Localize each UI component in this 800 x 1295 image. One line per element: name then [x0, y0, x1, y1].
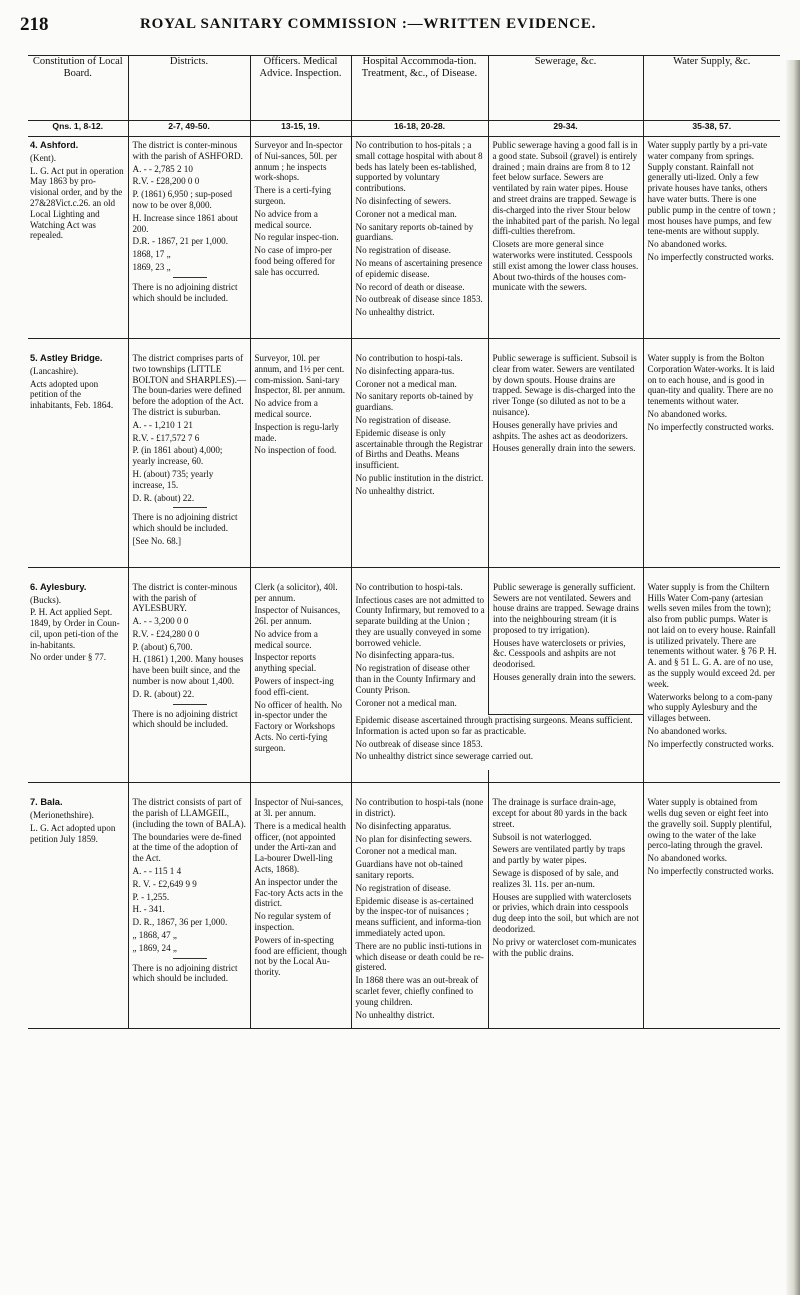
separator-rule [173, 507, 207, 508]
officers-cell [250, 794, 351, 1029]
cell-paragraph: There is a certi-fying surgeon. [254, 185, 332, 206]
row-divider [28, 326, 780, 339]
cell-paragraph: Coroner not a medical man. [355, 846, 457, 857]
cell-paragraph: Inspector of Nuisances, 26l. per annum. [254, 605, 341, 627]
row-divider [28, 555, 780, 568]
cell-paragraph: No abandoned works. [647, 853, 728, 864]
cell-paragraph: An inspector under the Fac-tory Acts acts in the district. [254, 876, 343, 909]
cell-paragraph: Acts adopted upon petition of the inhabitants, Feb. 1864. [30, 378, 114, 411]
column-header: Sewerage, &c. [488, 56, 643, 121]
hospital-cell [351, 137, 488, 326]
cell-paragraph: There are no public insti-tutions in which disease or death could be re-gistered. [355, 940, 484, 973]
column-header-row [28, 56, 780, 121]
question-ref: 13-15, 19. [250, 121, 351, 137]
question-ref: 35-38, 57. [643, 121, 780, 137]
cell-paragraph: H. (1861) 1,200. Many houses have been built since, and the number is now about 1,400. [132, 654, 244, 687]
cell-paragraph: H. (about) 735; yearly increase, 15. [132, 468, 214, 490]
cell-paragraph: D. R., 1867, 36 per 1,000. [132, 917, 228, 928]
hospital-cell [352, 579, 489, 715]
cell-paragraph: A. - - 1,210 1 21 [132, 419, 193, 430]
cell-paragraph: No contribution to hospi-tals (none in district). [355, 797, 484, 818]
sewerage-cell [488, 137, 643, 326]
cell-paragraph: Infectious cases are not admitted to County Infirmary, but removed to a separate building at the Union ; they are usually conveyed in some borrowed vehicle. [355, 594, 485, 648]
cell-paragraph: There is no adjoining district which should be included. [132, 281, 238, 303]
cell-paragraph: There is no adjoining district which should be included. [132, 962, 238, 984]
cell-paragraph: Surveyor and In-spector of Nui-sances, 50l. per annum ; he inspects work-shops. [254, 140, 343, 183]
cell-paragraph: The district consists of part of the parish of LLAMGEIL, (including the town of BALA). [132, 797, 246, 829]
cell-paragraph: No outbreak of disease since 1853. [355, 738, 483, 749]
page-edge-shadow [786, 60, 800, 1295]
cell-paragraph: P. (about) 6,700. [132, 641, 193, 652]
question-ref: 2-7, 49-50. [128, 121, 250, 137]
districts-cell [128, 350, 250, 555]
cell-paragraph: No inspection of food. [254, 445, 337, 456]
districts-cell [128, 579, 250, 770]
districts-cell [128, 137, 250, 326]
cell-paragraph: There is no adjoining district which should be included. [132, 512, 238, 534]
water-cell [643, 794, 780, 1029]
page-number: 218 [20, 14, 49, 35]
cell-paragraph: Water supply is from the Bolton Corporation Water-works. It is laid on to each house, and is good in quan-tity and quality. There are no tenements without water. [647, 352, 775, 407]
cell-paragraph: Public sewerage is generally sufficient. Sewers are not ventilated. Sewers and house drains are trapped. Sewage drains into the neighbouring stream (it is proposed to try irrigation). [493, 581, 639, 635]
hospital-cell [351, 794, 488, 1029]
running-head: ROYAL SANITARY COMMISSION :—WRITTEN EVIDENCE. [140, 16, 597, 32]
cell-paragraph: Coroner not a medical man. [355, 378, 457, 389]
cell-paragraph: No disinfecting appara-tus. [355, 650, 455, 661]
cell-paragraph: There is a medical health officer, (not appointed under the Arti-zan and La-bourer Dwell-ling Acts, 1868). [254, 820, 346, 874]
cell-paragraph: Public sewerage having a good fall is in a good state. Subsoil (gravel) is entirely drained ; main drains are from 8 to 12 feet below surface. Sewers are ventilated by rain water pipes. House and street drains are trapped. Sewage is dis-charged into the river Stour below the inhabited part of the parish. No legal diffi-culties therefrom. [492, 140, 640, 237]
cell-paragraph: The district is conter-minous with the parish of AYLESBURY. [132, 581, 238, 614]
district-name: 5. Astley Bridge. [30, 352, 103, 363]
question-ref-row [28, 121, 780, 137]
cell-paragraph: (Lancashire). [30, 365, 79, 376]
cell-paragraph: Sewers are ventilated partly by traps and partly by water pipes. [492, 844, 626, 866]
cell-paragraph: H. Increase since 1861 about 200. [132, 212, 238, 234]
question-ref: Qns. 1, 8-12. [28, 121, 128, 137]
cell-paragraph: (Bucks). [30, 594, 62, 605]
cell-paragraph: Houses are supplied with waterclosets or privies, which drain into cesspools dug deep into the soil, but which are not deodorized. [492, 891, 639, 934]
cell-paragraph: No means of ascertaining presence of epidemic disease. [355, 257, 483, 279]
evidence-table [28, 55, 780, 1029]
row-spacer [28, 783, 780, 795]
cell-paragraph: Water supply partly by a pri-vate water company from springs. Supply constant. Rainfall not generally uti-lized. Only a few private houses have tanks, others have water butts. There is one public pump in the centre of town ; most houses have pumps, and few tene-ments are without supply. [647, 140, 776, 237]
cell-paragraph: P. H. Act applied Sept. 1849, by Order in Coun-cil, upon peti-tion of the in-habitants. [30, 607, 120, 650]
officers-cell [250, 579, 351, 770]
officers-cell [250, 350, 351, 555]
cell-paragraph: Public sewerage is sufficient. Subsoil is clear from water. Sewers are ventilated by down spouts. House drains are trapped. Sewage is dis-charged into the river Tonge (so diluted as not to be a nuisance). [492, 352, 637, 417]
separator-rule [173, 958, 207, 959]
row-spacer [28, 338, 780, 350]
cell-paragraph: No imperfectly constructed works. [647, 865, 774, 876]
cell-paragraph: L. G. Act put in operation May 1863 by pro-visional order, and by the 27&28Vict.c.26. an old Local Lighting and Watching Act was repealed. [30, 165, 124, 241]
cell-paragraph: Subsoil is not waterlogged. [492, 831, 592, 842]
cell-paragraph: The district comprises parts of two townships (LITTLE BOLTON and SHARPLES).—The boun-daries were defined before the adoption of the Act. The district is suburban. [132, 352, 246, 417]
column-header: Constitution of Local Board. [28, 56, 128, 121]
cell-paragraph: No case of impro-per food being offered for sale has occurred. [254, 245, 335, 277]
cell-paragraph: Epidemic disease is as-certained by the inspec-tor of nuisances ; means sufficient, and informa-tion immediately acted upon. [355, 895, 482, 938]
cell-paragraph: Houses have waterclosets or privies, &c. Cesspools and ashpits are not deodorised. [493, 637, 626, 670]
cell-paragraph: R.V. - £24,280 0 0 [132, 628, 200, 639]
cell-paragraph: There is no adjoining district which should be included. [132, 708, 238, 730]
cell-paragraph: Houses generally drain into the sewers. [492, 443, 636, 454]
constitution-cell [28, 137, 128, 326]
cell-paragraph: No outbreak of disease since 1853. [355, 294, 483, 305]
cell-paragraph: No registration of disease. [355, 245, 451, 256]
cell-paragraph: No public institution in the district. [355, 472, 484, 483]
constitution-cell [28, 350, 128, 555]
cell-paragraph: In 1868 there was an out-break of scarlet fever, chiefly confined to young children. [355, 975, 479, 1007]
cell-paragraph: No contribution to hos-pitals ; a small cottage hospital with about 8 beds has lately been es-tablished, supported by voluntary contributions. [355, 140, 483, 194]
cell-paragraph: Inspector reports anything special. [254, 652, 317, 674]
row-divider [28, 770, 780, 783]
cell-paragraph: Coroner not a medical man. [355, 697, 457, 708]
cell-paragraph: No advice from a medical source. [254, 398, 318, 419]
table-row [28, 579, 780, 770]
cell-paragraph: No imperfectly constructed works. [647, 251, 774, 262]
cell-paragraph: 1869, 23 „ [132, 261, 171, 272]
question-ref: 16-18, 20-28. [351, 121, 488, 137]
cell-paragraph: No advice from a medical source. [254, 628, 318, 650]
cell-paragraph: No abandoned works. [647, 726, 728, 737]
cell-paragraph: The drainage is surface drain-age, except for about 80 yards in the back street. [492, 797, 628, 829]
cell-paragraph: (Kent). [30, 152, 57, 163]
constitution-cell [28, 794, 128, 1029]
cell-paragraph: R. V. - £2,649 9 9 [132, 878, 197, 889]
cell-paragraph: P. - 1,255. [132, 891, 170, 902]
cell-paragraph: No imperfectly constructed works. [647, 421, 774, 432]
cell-paragraph: No unhealthy district since sewerage carried out. [355, 751, 534, 762]
water-cell [643, 350, 780, 555]
cell-paragraph: „ 1868, 47 „ [132, 929, 177, 940]
table-row [28, 794, 780, 1029]
cell-paragraph: Guardians have not ob-tained sanitary reports. [355, 859, 463, 880]
cell-paragraph: Inspector of Nui-sances, at 3l. per annum. [254, 797, 344, 818]
cell-paragraph: No sanitary reports ob-tained by guardians. [355, 391, 474, 413]
cell-paragraph: L. G. Act adopted upon petition July 1859. [30, 822, 116, 844]
cell-paragraph: [See No. 68.] [132, 535, 181, 546]
cell-paragraph: No disinfecting appara-tus. [355, 365, 455, 376]
cell-paragraph: Epidemic disease is only ascertainable through the Registrar of Births and Deaths. Means insufficient. [355, 427, 483, 471]
hospital-sewerage-cell [351, 579, 643, 770]
cell-paragraph: A. - - 3,200 0 0 [132, 616, 189, 627]
cell-paragraph: The boundaries were de-fined at the time of the adoption of the Act. [132, 831, 242, 864]
water-cell [643, 579, 780, 770]
separator-rule [173, 704, 207, 705]
cell-paragraph: No registration of disease. [355, 414, 451, 425]
cell-paragraph: D.R. - 1867, 21 per 1,000. [132, 236, 228, 247]
cell-paragraph: H. - 341. [132, 904, 165, 915]
cell-paragraph: R.V. - £17,572 7 6 [132, 432, 200, 443]
cell-paragraph: P. (1861) 6,950 ; sup-posed now to be over 8,000. [132, 189, 233, 210]
cell-paragraph: No plan for disinfecting sewers. [355, 833, 472, 844]
cell-paragraph: No regular inspec-tion. [254, 232, 339, 243]
cell-paragraph: No registration of disease other than in the County Infirmary and County Prison. [355, 663, 476, 695]
districts-cell [128, 794, 250, 1029]
cell-paragraph: No order under § 77. [30, 652, 107, 663]
cell-paragraph: Houses generally drain into the sewers. [493, 672, 636, 683]
cell-paragraph: Sewage is disposed of by sale, and realizes 3l. 11s. per an-num. [492, 867, 619, 889]
row-spacer [28, 567, 780, 579]
sewerage-cell [489, 579, 644, 715]
district-name: 7. Bala. [30, 797, 63, 808]
table-row [28, 137, 780, 326]
column-header: Districts. [128, 56, 250, 121]
cell-paragraph: (Merionethshire). [30, 809, 94, 820]
question-ref: 29-34. [488, 121, 643, 137]
water-cell [643, 137, 780, 326]
constitution-cell [28, 579, 128, 770]
cell-paragraph: No registration of disease. [355, 882, 451, 893]
cell-paragraph: No privy or watercloset com-municates with the public drains. [492, 936, 637, 958]
epidemic-disease-span-cell [352, 714, 644, 770]
page-header [0, 0, 800, 52]
cell-paragraph: Powers of in-specting food are efficient, though not by the Local Au-thority. [254, 934, 347, 978]
cell-paragraph: D. R. (about) 22. [132, 492, 195, 503]
cell-paragraph: No contribution to hospi-tals. [355, 352, 463, 363]
cell-paragraph: 1868, 17 „ [132, 249, 171, 260]
cell-paragraph: Powers of inspect-ing food effi-cient. [254, 676, 334, 697]
cell-paragraph: Epidemic disease ascertained through practising surgeons. Means sufficient. Information is acted upon so far as practicable. [355, 714, 633, 736]
entries-body [28, 137, 780, 1029]
column-header: Hospital Accommoda-tion. Treatment, &c., of Disease. [351, 56, 488, 121]
separator-rule [173, 277, 207, 278]
column-header: Officers. Medical Advice. Inspection. [250, 56, 351, 121]
cell-paragraph: A. - - 2,785 2 10 [132, 163, 193, 174]
table-row [28, 350, 780, 555]
sewerage-cell [488, 350, 643, 555]
cell-paragraph: No advice from a medical source. [254, 208, 318, 230]
sewerage-cell [488, 794, 643, 1029]
cell-paragraph: No contribution to hospi-tals. [355, 581, 463, 592]
cell-paragraph: No disinfecting of sewers. [355, 195, 451, 206]
hospital-cell [351, 350, 488, 555]
column-header: Water Supply, &c. [643, 56, 780, 121]
cell-paragraph: R.V. - £28,200 0 0 [132, 176, 200, 187]
cell-paragraph: Clerk (a solicitor), 40l. per annum. [254, 581, 338, 603]
cell-paragraph: Coroner not a medical man. [355, 208, 457, 219]
district-name: 4. Ashford. [30, 140, 79, 150]
cell-paragraph: No officer of health. No in-spector under the Factory or Workshops Acts. No certi-fying surgeon. [254, 699, 342, 753]
cell-paragraph: No imperfectly constructed works. [647, 738, 774, 749]
cell-paragraph: No unhealthy district. [355, 307, 435, 318]
cell-paragraph: No unhealthy district. [355, 485, 435, 496]
cell-paragraph: Surveyor, 10l. per annum, and 1½ per cent. com-mission. Sani-tary Inspector, 8l. per annum. [254, 352, 346, 396]
cell-paragraph: No regular system of inspection. [254, 911, 332, 932]
cell-paragraph: Houses generally have privies and ashpits. The ashes act as deodorizers. [492, 419, 628, 441]
officers-cell [250, 137, 351, 326]
cell-paragraph: No abandoned works. [647, 408, 728, 419]
cell-paragraph: A. - - 115 1 4 [132, 865, 182, 876]
cell-paragraph: No disinfecting apparatus. [355, 820, 452, 831]
cell-paragraph: „ 1869, 24 „ [132, 942, 177, 953]
cell-paragraph: Waterworks belong to a com-pany who supply Aylesbury and the villages between. [647, 691, 773, 724]
cell-paragraph: No abandoned works. [647, 239, 728, 250]
cell-paragraph: D. R. (about) 22. [132, 688, 195, 699]
cell-paragraph: No record of death or disease. [355, 281, 465, 292]
cell-paragraph: Water supply is from the Chiltern Hills Water Com-pany (artesian wells seven miles from the town); also from public pumps. Water is not laid on to every house. Rainfall is utilized privately. There are tenements without water. § 76 P. H. A. and § 51 L. G. A. are of no use, as the supply would exceed 2d. per week. [647, 581, 777, 689]
district-name: 6. Aylesbury. [30, 581, 87, 592]
cell-paragraph: No unhealthy district. [355, 1009, 435, 1020]
cell-paragraph: P. (in 1861 about) 4,000; yearly increase, 60. [132, 445, 223, 467]
cell-paragraph: The district is conter-minous with the parish of ASHFORD. [132, 140, 243, 161]
cell-paragraph: Closets are more general since waterworks were instituted. Cesspools still exist among the lower class houses. About two-thirds of the houses com-municate with the sewers. [492, 239, 639, 293]
cell-paragraph: Water supply is obtained from wells dug seven or eight feet into the gravelly soil. Supply plentiful, owing to the water of the lake perco-lating through the gravel. [647, 797, 772, 851]
cell-paragraph: Inspection is regu-larly made. [254, 421, 339, 443]
cell-paragraph: No sanitary reports ob-tained by guardians. [355, 221, 474, 243]
